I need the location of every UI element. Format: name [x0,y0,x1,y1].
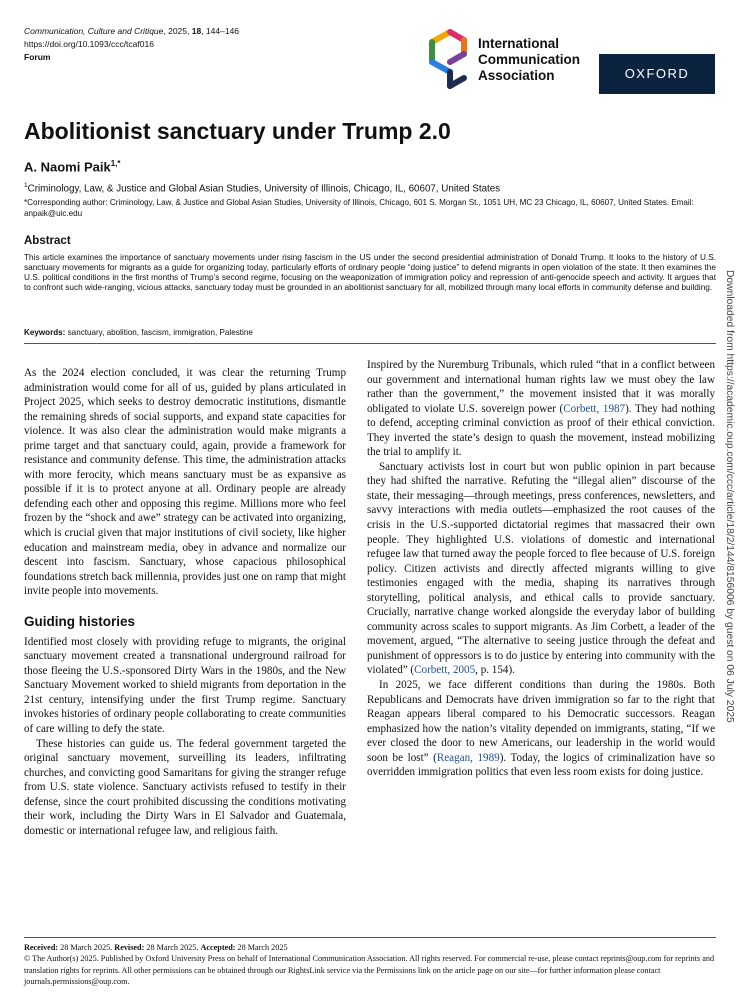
accepted-date: 28 March 2025 [235,943,288,952]
download-watermark [717,270,735,760]
ica-logo-icon [420,24,480,94]
revised-date: 28 March 2025. [144,943,201,952]
author-superscript: 1,* [110,159,121,168]
ica-name-line: Communication [478,52,581,67]
body-column-right [367,358,715,780]
paragraph: These histories can guide us. The federal government targeted the original sanctuary movement, surveilling its leaders, infiltrating churches, and convicting good Samaritans for giving the stranger refuge from U.S. state violence. Sanctuary activists refused to testify in their defense, since the court prohibited discussing the conditions motivating their work, including the Dirty Wars in El Salvador and Guatemala, domestic or international refugee law, and religious faith. [24,737,346,837]
oxford-logo: OXFORD [599,54,715,94]
dates-line [24,942,716,953]
citation-link[interactable]: Reagan, 1989 [436,751,500,764]
doi-link[interactable]: https://doi.org/10.1093/ccc/tcaf016 [24,39,154,49]
journal-pages: , 144–146 [201,26,240,36]
paragraph-text: Sanctuary activists lost in court but won public opinion in part because they had shifted the narrative. Refuting the “illegal alien” discourse of the state, their messaging—through meetings, press conferences, newsletters, and savvy interactions with media outlets—emphasized the root causes of the crisis in the U.S.-supported dictatorial regimes that massacred their own people. They highlighted U.S. violations of domestic and international refugee law that turned away the people forced to flee because of U.S. foreign policy. Citizen activists and directly affected migrants willing to give testimonies engaged with the media, shaping its narratives through storytelling, political analysis, and ethical calls to provide sanctuary. Crucially, narrative change worked alongside the everyday labor of building community across scales to support migrants. As Jim Corbett, a leader of the movement, argued, “The alternative to seeing justice through the defeat and punishment of oppressors is to do justice by entering into community with the violated” ( [367,460,715,677]
author-name[interactable]: A. Naomi Paik [24,159,111,175]
footer [24,942,716,987]
paragraph-text: ). Today, the logics of criminalization have so overridden immigration politics that even less room exists for doing justice. [367,751,715,779]
keywords-label: Keywords: [24,328,66,337]
citation-link[interactable]: Corbett, 1987 [563,402,626,415]
journal-name: Communication, Culture and Critique [24,26,164,36]
received-date: 28 March 2025. [58,943,115,952]
copyright-notice: © The Author(s) 2025. Published by Oxford University Press on behalf of International Communication Association. All rights reserved. For commercial re-use, please contact reprints@oup.com for reprints and translation rights for reprints. All other permissions can be obtained through our RightsLink service via the Permissions link on the article page on our site—for further information please contact journals.permissions@oup.com. [24,954,715,986]
paragraph-text: , p. 154). [475,664,515,677]
download-notice: Downloaded from https://academic.oup.com/ccc/article/18/2/144/8156006 by guest on 06 July 2025 [724,270,735,723]
article-title: Abolitionist sanctuary under Trump 2.0 [24,118,451,144]
paragraph [367,678,715,780]
accepted-label: Accepted: [200,943,236,952]
paragraph-text: Inspired by the Nuremburg Tribunals, which ruled “that in a conflict between our government and international human rights law we must obey the law rather than the government,” the movement insisted that it was morally obligated to violate U.S. sovereign power ( [367,359,715,415]
abstract-heading: Abstract [24,235,71,247]
ica-name [478,36,580,84]
abstract-text: This article examines the importance of sanctuary movements under rising fascism in the US under the second presidential administration of Donald Trump. It looks to the history of U.S. sanctuary movements for migrants as a guide for organizing today, particularly efforts of ordinary people “doing justice” to defend migrants in open violation of the state. It then examines the U.S. political conditions in the first months of Trump’s second regime, focusing on the weaponization of immigration policy and repression of anti-genocide speech and activity. It argues that to confront such wide-ranging, vicious attacks, sanctuary today must be grounded in an abolitionist sanctuary for all, mobilized through many local efforts in community defense and building. [24,253,716,293]
affiliation-superscript: 1 [24,182,28,189]
affiliation [24,179,500,195]
footer-divider [24,937,716,938]
section-label: Forum [24,52,51,62]
affiliation-text: Criminology, Law, & Justice and Global Asian Studies, University of Illinois, Chicago, IL, 60607, United States [27,183,501,195]
journal-volume: 18 [191,26,202,36]
body-column-left [24,366,346,838]
paragraph [367,460,715,678]
divider [24,343,716,344]
received-label: Received: [24,943,59,952]
paragraph-text: In 2025, we face different conditions than during the 1980s. Both Republicans and Democrats have driven immigration so far to the right that Reagan appears liberal compared to his Democratic successors. Reagan emphasized how the nation’s vitality depended on immigrants, stating, “If we ever closed the door to new Americans, our leadership in the world would soon be lost” ( [367,679,715,764]
paragraph: Identified most closely with providing refuge to migrants, the original sanctuary movement created a transnational underground railroad for those fleeing the U.S.-sponsored Dirty Wars in the 1980s, and the New Sanctuary Movement worked to shield migrants from deportation in the 21st century, intensifying under the first Trump regime. Sanctuary invokes histories of ordinary people collaborating to create communities of care willing to defy the state. [24,635,346,736]
ica-name-line: Association [478,68,555,83]
keywords [24,327,253,338]
revised-label: Revised: [114,943,145,952]
corresponding-author: *Corresponding author: Criminology, Law, & Justice and Global Asian Studies, University of Illinois, Chicago, 601 S. Morgan St., 1051 UH, MC 23 Chicago, IL, 60607, United States. Email: anpaik@uic.edu [24,198,694,218]
paragraph: As the 2024 election concluded, it was clear the returning Trump administration would come for all of us, guided by plans articulated in Project 2025, which seeks to destroy democratic institutions, dismantle the remaining shreds of social supports, and expand state capacities for violence. It was also clear the administration would make migrants a prime target and that sanctuary could, again, provide a framework for resistance and community defense. This time, the administration attacks with more ferocity, which means sanctuary must be as expansive as possible if it is to protect anyone at all. Ordinary people are already defending each other and opposing this regime. Millions more who feel frozen by the “shock and awe” strategy can be activated into organizing, which is crucial given that major institutions of civil society, like higher education and mainstream media, obey in advance and normalize our descent into fascism. Sanctuary, whose capacious philosophical foundations stretch back millennia, provides just one on ramp that might invite people into movements. [24,367,346,598]
section-heading: Guiding histories [24,613,136,629]
author-line [24,155,121,176]
keywords-list: sanctuary, abolition, fascism, immigration, Palestine [65,328,253,337]
ica-name-line: International [478,36,560,51]
paragraph [367,358,715,460]
journal-year: , 2025, [163,26,192,36]
paragraph-text: ). They had nothing to defend, accepting criminal conviction as proof of their ethical conviction. They inverted the state’s design to quash the movement, instead mobilizing the trial to amplify it. [367,402,716,459]
citation-link[interactable]: Corbett, 2005 [414,664,476,677]
journal-citation [24,25,239,64]
